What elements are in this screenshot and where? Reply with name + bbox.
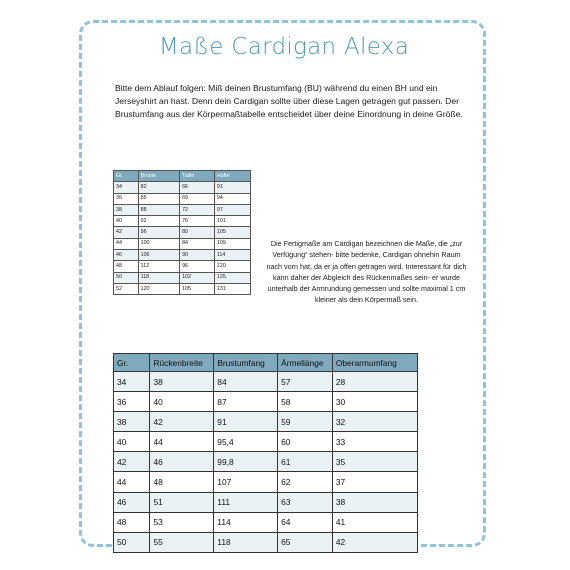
table-cell: 52: [114, 283, 139, 294]
table-cell: 111: [214, 492, 278, 512]
table-cell: 94: [214, 193, 250, 204]
table-cell: 72: [180, 204, 215, 215]
table-cell: 106: [138, 250, 179, 261]
table-cell: 131: [214, 283, 250, 294]
table-cell: 51: [150, 492, 214, 512]
table-cell: 40: [114, 432, 150, 452]
table-row: [114, 412, 418, 432]
table-cell: 82: [138, 182, 179, 193]
column-header: Taille: [180, 171, 215, 182]
table-cell: 35: [332, 452, 417, 472]
body-table-rows: [114, 182, 251, 295]
table-cell: 30: [332, 392, 417, 412]
table-cell: 46: [150, 452, 214, 472]
table-cell: 60: [278, 432, 333, 452]
column-header: Gr.: [114, 171, 139, 182]
table-row: [114, 472, 418, 492]
column-header: Oberarmumfang: [332, 354, 417, 372]
intro-paragraph: Bitte dem Ablauf folgen: Miß deinen Brustumfang (BU) während du einen BH und ein Jerseyshirt an hast. Denn dein Cardigan sollte über diese Lagen getragen gut passen. Der Brustumfang aus der Körpermaßtabelle entscheidet über deine Einordnung in deine Größe.: [115, 83, 463, 120]
table-cell: 65: [278, 532, 333, 552]
column-header: Brüste: [138, 171, 179, 182]
table-cell: 91: [214, 182, 250, 193]
table-cell: 38: [114, 204, 139, 215]
table-cell: 42: [114, 452, 150, 472]
table-cell: 50: [114, 532, 150, 552]
table-cell: 96: [180, 261, 215, 272]
table-cell: 118: [138, 272, 179, 283]
table-cell: 69: [180, 193, 215, 204]
table-cell: 125: [214, 272, 250, 283]
table-row: [114, 182, 251, 193]
table-cell: 36: [114, 392, 150, 412]
table-cell: 42: [150, 412, 214, 432]
table-row: [114, 372, 418, 392]
table-cell: 36: [114, 193, 139, 204]
table-row: [114, 283, 251, 294]
table-cell: 120: [214, 261, 250, 272]
table-cell: 90: [180, 250, 215, 261]
table-cell: 80: [180, 227, 215, 238]
table-cell: 63: [278, 492, 333, 512]
table-cell: 44: [114, 238, 139, 249]
table-cell: 48: [114, 512, 150, 532]
table-cell: 107: [214, 472, 278, 492]
table-cell: 32: [332, 412, 417, 432]
column-header: Brustumfang: [214, 354, 278, 372]
table-cell: 34: [114, 182, 139, 193]
table-row: [114, 392, 418, 412]
table-cell: 28: [332, 372, 417, 392]
table-row: [114, 452, 418, 472]
table-cell: 76: [180, 216, 215, 227]
table-cell: 33: [332, 432, 417, 452]
table-cell: 88: [138, 204, 179, 215]
table-cell: 85: [138, 193, 179, 204]
table-cell: 114: [214, 250, 250, 261]
column-header: Ärmellänge: [278, 354, 333, 372]
table-cell: 59: [278, 412, 333, 432]
table-cell: 48: [150, 472, 214, 492]
table-cell: 96: [138, 227, 179, 238]
table-cell: 99,8: [214, 452, 278, 472]
table-cell: 46: [114, 492, 150, 512]
table-cell: 40: [150, 392, 214, 412]
column-header: Hüfte: [214, 171, 250, 182]
table-cell: 91: [214, 412, 278, 432]
column-header: Gr.: [114, 354, 150, 372]
table-cell: 50: [114, 272, 139, 283]
table-cell: 37: [332, 472, 417, 492]
table-cell: 92: [138, 216, 179, 227]
column-header: Rückenbreite: [150, 354, 214, 372]
table-cell: 84: [180, 238, 215, 249]
table-cell: 34: [114, 372, 150, 392]
table-cell: 38: [114, 412, 150, 432]
table-header-row: [114, 171, 251, 182]
table-cell: 101: [214, 216, 250, 227]
table-cell: 87: [214, 392, 278, 412]
table-cell: 58: [278, 392, 333, 412]
finished-table-rows: [114, 372, 418, 553]
table-row: [114, 272, 251, 283]
table-cell: 112: [138, 261, 179, 272]
table-cell: 61: [278, 452, 333, 472]
table-cell: 105: [180, 283, 215, 294]
table-row: [114, 238, 251, 249]
table-row: [114, 193, 251, 204]
table-row: [114, 432, 418, 452]
table-cell: 109: [214, 238, 250, 249]
table-cell: 95,4: [214, 432, 278, 452]
table-cell: 46: [114, 250, 139, 261]
table-row: [114, 492, 418, 512]
table-cell: 84: [214, 372, 278, 392]
table-cell: 42: [114, 227, 139, 238]
table-cell: 118: [214, 532, 278, 552]
table-header-row: [114, 354, 418, 372]
body-measurements-table: [113, 170, 251, 295]
page-title: Maße Cardigan Alexa: [158, 34, 410, 60]
table-cell: 100: [138, 238, 179, 249]
table-cell: 53: [150, 512, 214, 532]
table-cell: 62: [278, 472, 333, 492]
table-cell: 38: [332, 492, 417, 512]
finished-measurements-table: [113, 353, 418, 553]
table-row: [114, 512, 418, 532]
table-cell: 114: [214, 512, 278, 532]
table-row: [114, 250, 251, 261]
table-cell: 55: [150, 532, 214, 552]
table-cell: 120: [138, 283, 179, 294]
finished-measurements-note: Die Fertigmaße am Cardigan bezeichnen die Maße, die „zur Verfügung“ stehen- bitte bedenke, Cardigan ohnehin Raum nach vorn hat, da er ja offen getragen wird. Interessant für dich kann daher der Abgleich des Rückenmaßes sein- er wurde unterhalb der Armrundung gemessen und sollte maximal 1 cm kleiner als dein Körpermaß sein.: [266, 239, 467, 305]
table-cell: 40: [114, 216, 139, 227]
table-cell: 44: [114, 472, 150, 492]
table-cell: 48: [114, 261, 139, 272]
table-row: [114, 204, 251, 215]
table-cell: 44: [150, 432, 214, 452]
table-cell: 66: [180, 182, 215, 193]
table-cell: 64: [278, 512, 333, 532]
table-row: [114, 227, 251, 238]
table-cell: 97: [214, 204, 250, 215]
table-row: [114, 216, 251, 227]
table-cell: 102: [180, 272, 215, 283]
table-row: [114, 532, 418, 552]
table-cell: 38: [150, 372, 214, 392]
table-cell: 42: [332, 532, 417, 552]
table-row: [114, 261, 251, 272]
table-cell: 41: [332, 512, 417, 532]
table-cell: 57: [278, 372, 333, 392]
table-cell: 105: [214, 227, 250, 238]
